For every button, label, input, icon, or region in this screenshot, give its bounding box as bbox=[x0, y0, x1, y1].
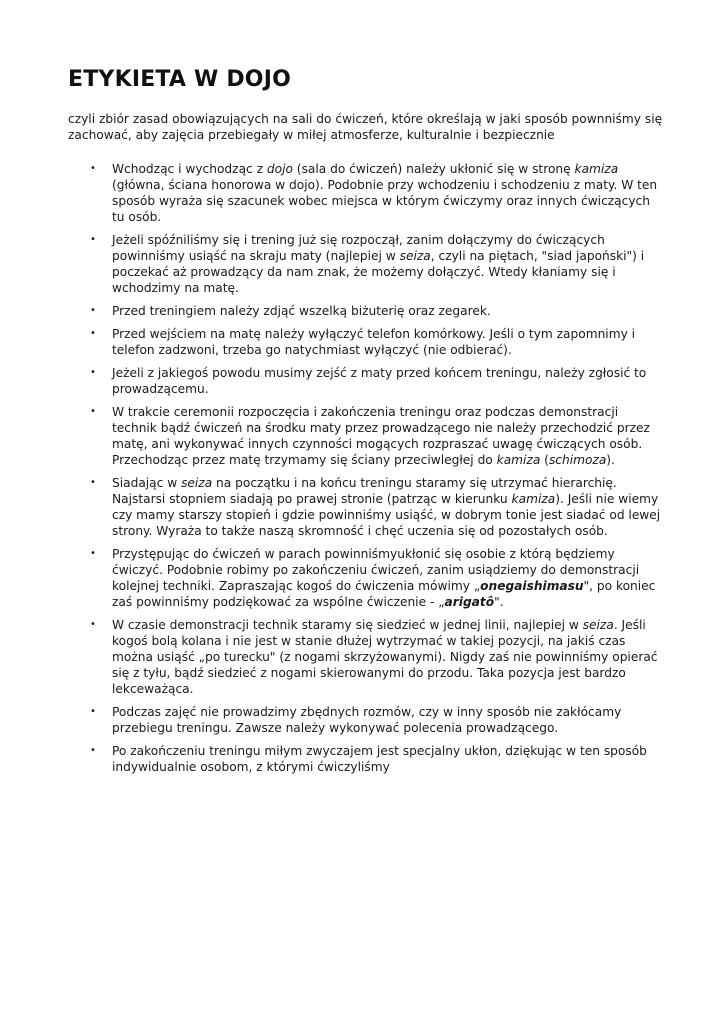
rule-text: na początku i na końcu treningu staramy się utrzymać hierarchię. Najstarsi stopniem siadają po prawej stronie (patrząc w kierunku bbox=[112, 476, 617, 506]
term-kamiza: kamiza bbox=[574, 162, 619, 176]
list-item bbox=[68, 743, 664, 775]
list-item bbox=[68, 232, 664, 296]
list-item bbox=[68, 365, 664, 397]
bullet-icon: • bbox=[90, 234, 96, 245]
list-item bbox=[68, 475, 664, 539]
document-page bbox=[68, 66, 664, 782]
bullet-icon: • bbox=[90, 305, 96, 316]
rule-text: ( bbox=[540, 453, 549, 467]
rules-list bbox=[68, 161, 664, 775]
rule-text: ", po koniec zaś powinniśmy podziękować za wspólne ćwiczenie - „ bbox=[112, 579, 656, 609]
term-seiza: seiza bbox=[399, 249, 431, 263]
rule-text: Podczas zajęć nie prowadzimy zbędnych rozmów, czy w inny sposób nie zakłócamy przebiegu treningu. Zawsze należy wykonywać polecenia prowadzącego. bbox=[112, 705, 622, 735]
term-onegaishimasu: onegaishimasu bbox=[480, 579, 584, 593]
term-dojo: dojo bbox=[266, 162, 293, 176]
list-item bbox=[68, 704, 664, 736]
term-seiza: seiza bbox=[181, 476, 213, 490]
list-item bbox=[68, 404, 664, 468]
rule-text: Przed wejściem na matę należy wyłączyć telefon komórkowy. Jeśli o tym zapomnimy i telefon zadzwoni, trzeba go natychmiast wyłączyć (nie odbierać). bbox=[112, 327, 636, 357]
rule-text: W czasie demonstracji technik staramy się siedzieć w jednej linii, najlepiej w bbox=[112, 618, 583, 632]
bullet-icon: • bbox=[90, 706, 96, 717]
rule-text: Jeżeli spóźniliśmy się i trening już się rozpoczął, zanim dołączymy do ćwiczących powinniśmy usiąść na skraju maty (najlepiej w bbox=[112, 233, 605, 263]
rule-text: Przystępując do ćwiczeń w parach powinniśmyukłonić się osobie z którą będziemy ćwiczyć. Podobnie robimy po zakończeniu ćwiczeń, zanim usiądziemy do demonstracji kolejnej techniki. Zapraszając kogoś do ćwiczenia mówimy „ bbox=[112, 547, 640, 593]
rule-text: (sala do ćwiczeń) należy ukłonić się w stronę bbox=[292, 162, 575, 176]
list-item bbox=[68, 161, 664, 225]
list-item bbox=[68, 303, 664, 319]
list-item bbox=[68, 326, 664, 358]
bullet-icon: • bbox=[90, 477, 96, 488]
rule-text: ". bbox=[494, 595, 504, 609]
intro-paragraph: czyli zbiór zasad obowiązujących na sali do ćwiczeń, które określają w jaki sposób pownniśmy się zachować, aby zajęcia przebiegały w miłej atmosferze, kulturalnie i bezpiecznie bbox=[68, 112, 663, 142]
bullet-icon: • bbox=[90, 328, 96, 339]
rule-text: (główna, ściana honorowa w dojo). Podobnie przy wchodzeniu i schodzeniu z maty. W ten sposób wyraża się szacunek wobec miejsca w którym ćwiczymy oraz innych ćwiczących tu osób. bbox=[112, 178, 658, 224]
rule-text: W trakcie ceremonii rozpoczęcia i zakończenia treningu oraz podczas demonstracji technik bądź ćwiczeń na środku maty przez prowadzącego nie należy przechodzić przez matę, ani wykonywać innych czynności mogących rozpraszać uwagę ćwiczących osób. Przechodząc przez matę trzymamy się ściany przeciwległej do bbox=[112, 405, 650, 467]
term-schimoza: schimoza bbox=[548, 453, 607, 467]
bullet-icon: • bbox=[90, 163, 96, 174]
term-seiza: seiza bbox=[582, 618, 614, 632]
bullet-icon: • bbox=[90, 406, 96, 417]
bullet-icon: • bbox=[90, 367, 96, 378]
page-title: ETYKIETA W DOJO bbox=[68, 67, 291, 92]
list-item bbox=[68, 617, 664, 697]
rule-text: ). Jeśli nie wiemy czy mamy starszy stopień i gdzie powinniśmy usiąść, w dobrym tonie jest siadać od lewej strony. Wyraża to także naszą skromność i chęć uczenia się od pozostałych osób. bbox=[112, 492, 661, 538]
bullet-icon: • bbox=[90, 619, 96, 630]
rule-text: Wchodząc i wychodząc z bbox=[112, 162, 267, 176]
rule-text: Jeżeli z jakiegoś powodu musimy zejść z maty przed końcem treningu, należy zgłosić to prowadzącemu. bbox=[112, 366, 647, 396]
bullet-icon: • bbox=[90, 548, 96, 559]
rule-text: Przed treningiem należy zdjąć wszelką biżuterię oraz zegarek. bbox=[112, 304, 491, 318]
list-item bbox=[68, 546, 664, 610]
term-kamiza: kamiza bbox=[496, 453, 541, 467]
rule-text: , czyli na piętach, "siad japoński") i poczekać aż prowadzący da nam znak, że możemy dołączyć. Wtedy kłaniamy się i wchodzimy na matę. bbox=[112, 249, 645, 295]
term-kamiza: kamiza bbox=[511, 492, 556, 506]
rule-text: Siadając w bbox=[112, 476, 182, 490]
term-arigato: arigatô bbox=[444, 595, 495, 609]
rule-text: . Jeśli kogoś bolą kolana i nie jest w stanie dłużej wytrzymać w takiej pozycji, na jakiś czas można usiąść „po turecku" (z nogami skrzyżowanymi). Nigdy zaś nie powinniśmy opierać się z tyłu, bądź siedzieć z nogami skierowanymi do przodu. Taka pozycja jest bardzo lekceważąca. bbox=[112, 618, 658, 696]
rule-text: ). bbox=[606, 453, 615, 467]
rule-text: Po zakończeniu treningu miłym zwyczajem jest specjalny ukłon, dziękując w ten sposób indywidualnie osobom, z którymi ćwiczyliśmy bbox=[112, 744, 647, 774]
bullet-icon: • bbox=[90, 745, 96, 756]
